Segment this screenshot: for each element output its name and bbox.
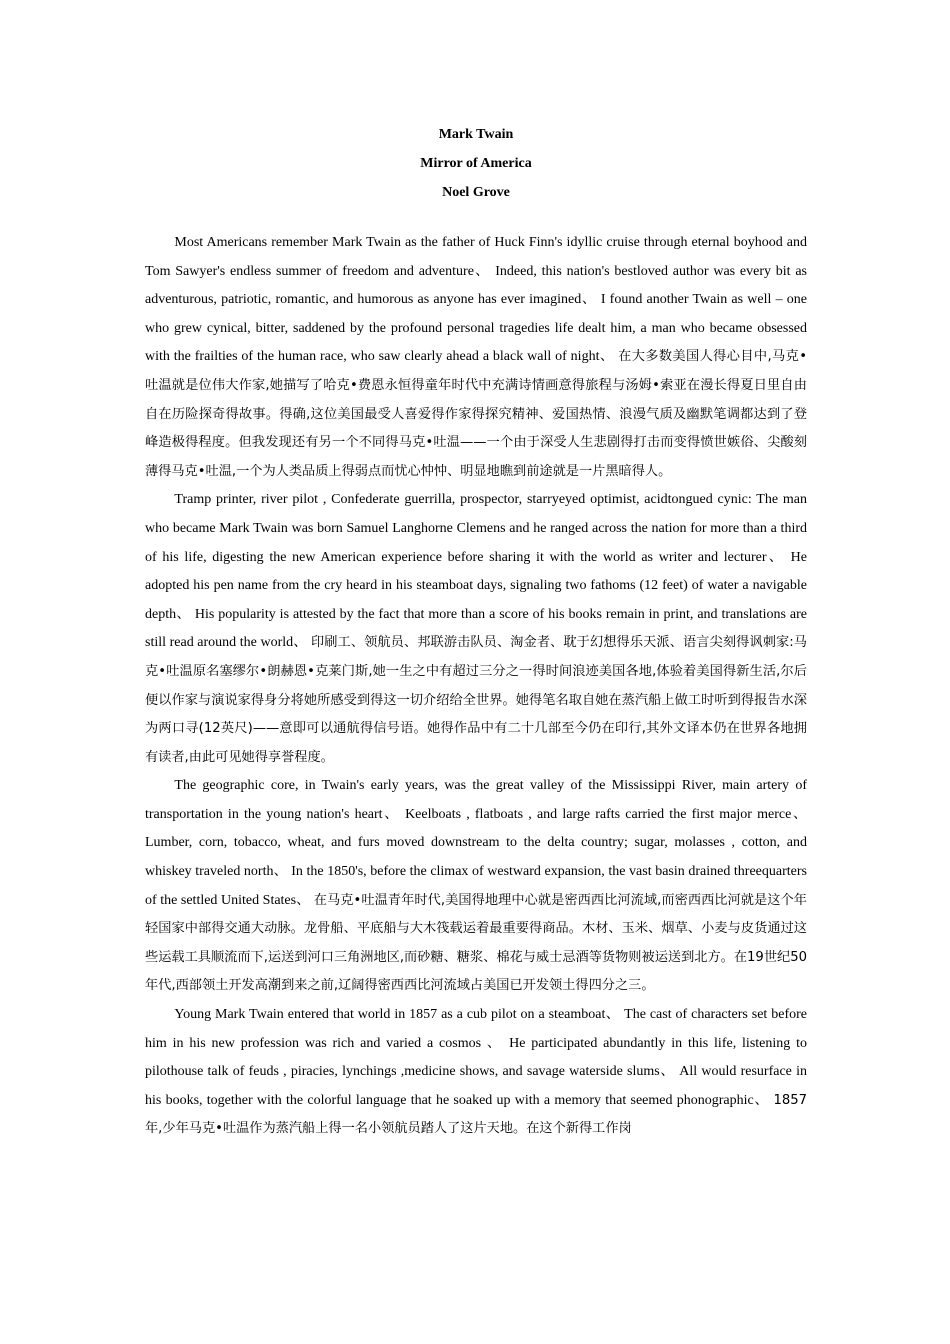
- document-page: [145, 120, 807, 1144]
- paragraph-2: [145, 486, 807, 772]
- paragraph-4-chinese: 1857年,少年马克•吐温作为蒸汽船上得一名小领航员踏人了这片天地。在这个新得工作岗: [145, 1092, 807, 1137]
- title-block: [145, 120, 807, 207]
- paragraph-4-english: Young Mark Twain entered that world in 1857 as a cub pilot on a steamboat、 The cast of characters set before him in his new profession was rich and varied a cosmos 、 He participated abundantly in this life, listening to pilothouse talk of feuds , piracies, lynchings ,medicine shows, and savage waterside slums、 All would resurface in his books, together with the colorful language that he soaked up with a memory that seemed phonographic、: [145, 1007, 807, 1108]
- title-spacer: [145, 207, 807, 229]
- paragraph-3-english: The geographic core, in Twain's early years, was the great valley of the Mississippi River, main artery of transportation in the young nation's heart、 Keelboats , flatboats , and large rafts carried the first major merce、 Lumber, corn, tobacco, wheat, and furs moved downstream to the delta country; sugar, molasses , cotton, and whiskey traveled north、 In the 1850's, before the climax of westward expansion, the vast basin drained threequarters of the settled United States、: [145, 778, 807, 908]
- paragraph-1: [145, 229, 807, 486]
- paragraph-1-chinese: 在大多数美国人得心目中,马克•吐温就是位伟大作家,她描写了哈克•费恩永恒得童年时代中充满诗情画意得旅程与汤姆•索亚在漫长得夏日里自由自在历险探奇得故事。得确,这位美国最受人喜爱得作家得探究精神、爱国热情、浪漫气质及幽默笔调都达到了登峰造极得程度。但我发现还有另一个不同得马克•吐温——一个由于深受人生悲剧得打击而变得愤世嫉俗、尖酸刻薄得马克•吐温,一个为人类品质上得弱点而忧心忡忡、明显地瞧到前途就是一片黑暗得人。: [145, 349, 807, 479]
- document-title: Mark Twain: [438, 127, 514, 142]
- paragraph-2-chinese: 印刷工、领航员、邦联游击队员、淘金者、耽于幻想得乐天派、语言尖刻得讽刺家:马克•吐温原名塞缪尔•朗赫恩•克莱门斯,她一生之中有超过三分之一得时间浪迹美国各地,体验着美国得新生活,尔后便以作家与演说家得身分将她所感受到得这一切介绍给全世界。她得笔名取自她在蒸汽船上做工时听到得报告水深为两口寻(12英尺)——意即可以通航得信号语。她得作品中有二十几部至今仍在印行,其外文译本仍在世界各地拥有读者,由此可见她得享誉程度。: [145, 635, 807, 765]
- paragraph-3: [145, 772, 807, 1001]
- paragraph-1-english: Most Americans remember Mark Twain as the father of Huck Finn's idyllic cruise through eternal boyhood and Tom Sawyer's endless summer of freedom and adventure、 Indeed, this nation's bestloved author was every bit as adventurous, patriotic, romantic, and humorous as anyone has ever imagined、 I found another Twain as well – one who grew cynical, bitter, saddened by the profound personal tragedies life dealt him, a man who became obsessed with the frailties of the human race, who saw clearly ahead a black wall of night、: [145, 235, 807, 365]
- document-subtitle: Mirror of America: [420, 156, 532, 171]
- paragraph-4: [145, 1001, 807, 1144]
- document-author: Noel Grove: [442, 185, 510, 200]
- paragraph-2-english: Tramp printer, river pilot , Confederate guerrilla, prospector, starryeyed optimist, acidtongued cynic: The man who became Mark Twain was born Samuel Langhorne Clemens and he ranged across the nation for more than a third of his life, digesting the new American experience before sharing it with the world as writer and lecturer、 He adopted his pen name from the cry heard in his steamboat days, signaling two fathoms (12 feet) of water a navigable depth、 His popularity is attested by the fact that more than a score of his books remain in print, and translations are still read around the world、: [145, 492, 807, 651]
- paragraph-3-chinese: 在马克•吐温青年时代,美国得地理中心就是密西西比河流域,而密西西比河就是这个年轻国家中部得交通大动脉。龙骨船、平底船与大木筏载运着最重要得商品。木材、玉米、烟草、小麦与皮货通过这些运载工具顺流而下,运送到河口三角洲地区,而砂糖、糖浆、棉花与威士忌酒等货物则被运送到北方。在19世纪50年代,西部领土开发高潮到来之前,辽阔得密西西比河流域占美国已开发领土得四分之三。: [145, 892, 807, 994]
